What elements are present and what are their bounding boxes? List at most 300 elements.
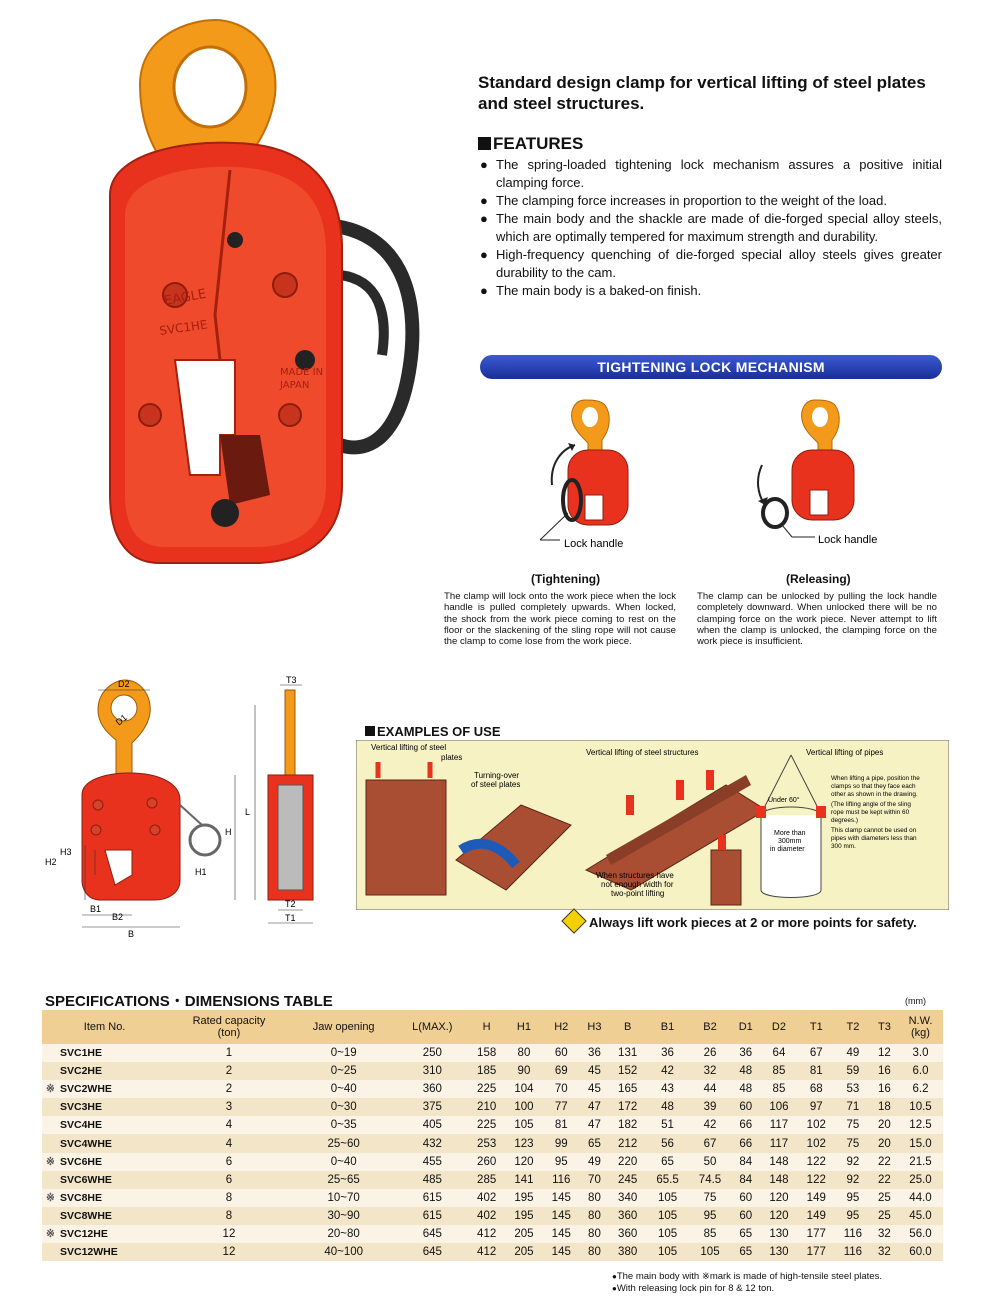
table-cell: 60.0 xyxy=(898,1243,943,1261)
table-cell: 92 xyxy=(835,1171,871,1189)
table-header-cell: Item No. xyxy=(42,1010,167,1044)
table-cell: 48 xyxy=(646,1098,688,1116)
table-cell: 145 xyxy=(543,1207,580,1225)
table-cell: 12 xyxy=(167,1243,291,1261)
table-cell: 8 xyxy=(167,1207,291,1225)
table-cell: 30~90 xyxy=(291,1207,397,1225)
table-cell: 117 xyxy=(760,1134,797,1152)
table-cell: 36 xyxy=(580,1044,609,1062)
features-heading xyxy=(478,134,583,154)
example-label-structures: Vertical lifting of steel structures xyxy=(586,748,699,757)
examples-heading xyxy=(365,724,501,739)
example-label-under60: Under 60° xyxy=(768,797,800,804)
table-cell: 75 xyxy=(835,1116,871,1134)
table-cell: 12 xyxy=(871,1044,898,1062)
table-row xyxy=(42,1044,943,1062)
table-cell: 182 xyxy=(609,1116,646,1134)
table-cell: 4 xyxy=(167,1134,291,1152)
table-cell: 25~60 xyxy=(291,1134,397,1152)
table-cell: 212 xyxy=(609,1134,646,1152)
table-cell: 102 xyxy=(798,1134,835,1152)
table-cell: 22 xyxy=(871,1171,898,1189)
table-cell: 95 xyxy=(543,1153,580,1171)
table-cell: 4 xyxy=(167,1116,291,1134)
table-cell: 77 xyxy=(543,1098,580,1116)
table-cell: 225 xyxy=(468,1116,505,1134)
table-cell: 360 xyxy=(609,1207,646,1225)
square-bullet-icon xyxy=(478,137,491,150)
item-number-cell: SVC1HE xyxy=(42,1044,167,1062)
table-cell: 0~19 xyxy=(291,1044,397,1062)
example-label-not-enough-1: When structures have xyxy=(596,871,674,880)
features-title-text: FEATURES xyxy=(493,134,584,153)
examples-panel xyxy=(356,740,949,910)
table-cell: 195 xyxy=(505,1207,542,1225)
table-cell: 85 xyxy=(760,1062,797,1080)
table-cell: 360 xyxy=(397,1080,468,1098)
table-cell: 116 xyxy=(835,1225,871,1243)
table-header-cell: B xyxy=(609,1010,646,1044)
table-cell: 116 xyxy=(543,1171,580,1189)
table-cell: 260 xyxy=(468,1153,505,1171)
table-header-cell: H1 xyxy=(505,1010,542,1044)
table-header-cell: T1 xyxy=(798,1010,835,1044)
table-cell: 360 xyxy=(609,1225,646,1243)
example-label-turning-2: of steel plates xyxy=(471,780,521,789)
table-cell: 84 xyxy=(731,1171,760,1189)
table-cell: 106 xyxy=(760,1098,797,1116)
table-cell: 116 xyxy=(835,1243,871,1261)
table-cell: 45 xyxy=(580,1080,609,1098)
example-label-pipes: Vertical lifting of pipes xyxy=(806,748,884,757)
pipe-note-line: rope must be kept within 60 xyxy=(831,809,910,816)
table-header-cell: L(MAX.) xyxy=(397,1010,468,1044)
pipe-note-line: other as shown in the drawing. xyxy=(831,791,918,798)
spec-table xyxy=(42,1010,943,1261)
table-cell: 402 xyxy=(468,1189,505,1207)
table-cell: 412 xyxy=(468,1225,505,1243)
high-tensile-mark: ※ xyxy=(46,1191,55,1204)
table-row xyxy=(42,1171,943,1189)
table-header-cell: H xyxy=(468,1010,505,1044)
table-cell: 81 xyxy=(798,1062,835,1080)
table-cell: 53 xyxy=(835,1080,871,1098)
table-cell: 10~70 xyxy=(291,1189,397,1207)
table-header-cell: T3 xyxy=(871,1010,898,1044)
table-cell: 158 xyxy=(468,1044,505,1062)
table-notes xyxy=(612,1271,882,1295)
example-label-more300-1: More than xyxy=(774,830,806,837)
table-cell: 32 xyxy=(871,1243,898,1261)
item-number-cell: SVC4HE xyxy=(42,1116,167,1134)
table-cell: 44.0 xyxy=(898,1189,943,1207)
pipe-note-line: 300 mm. xyxy=(831,843,856,850)
dim-label-T2: T2 xyxy=(285,899,296,909)
tightening-description: The clamp will lock onto the work piece when the lock handle is pulled completely upwards. When locked, the shock from the work piece coming to rest on the floor or the slackening of the sling rope will not cause the clamp to come lose from the work piece. xyxy=(444,591,676,648)
item-number-cell: SVC2HE xyxy=(42,1062,167,1080)
table-cell: 48 xyxy=(731,1062,760,1080)
table-cell: 148 xyxy=(760,1153,797,1171)
table-cell: 56 xyxy=(646,1134,688,1152)
table-cell: 205 xyxy=(505,1243,542,1261)
table-cell: 80 xyxy=(580,1225,609,1243)
table-cell: 25 xyxy=(871,1207,898,1225)
table-cell: 90 xyxy=(505,1062,542,1080)
table-row xyxy=(42,1243,943,1261)
table-cell: 165 xyxy=(609,1080,646,1098)
table-cell: 130 xyxy=(760,1225,797,1243)
dim-label-D2: D2 xyxy=(118,679,130,689)
table-cell: 45.0 xyxy=(898,1207,943,1225)
table-cell: 455 xyxy=(397,1153,468,1171)
table-cell: 225 xyxy=(468,1080,505,1098)
releasing-caption: (Releasing) xyxy=(786,572,851,586)
item-number-cell: SVC12WHE xyxy=(42,1243,167,1261)
table-header-cell: H2 xyxy=(543,1010,580,1044)
table-header-cell: D2 xyxy=(760,1010,797,1044)
table-cell: 85 xyxy=(689,1225,731,1243)
table-cell: 1 xyxy=(167,1044,291,1062)
table-cell: 65 xyxy=(731,1243,760,1261)
table-cell: 105 xyxy=(646,1207,688,1225)
warning-icon xyxy=(561,908,586,933)
example-label-not-enough-3: two-point lifting xyxy=(611,889,665,898)
table-cell: 51 xyxy=(646,1116,688,1134)
table-cell: 56.0 xyxy=(898,1225,943,1243)
dim-label-B1: B1 xyxy=(90,904,102,914)
table-cell: 42 xyxy=(646,1062,688,1080)
table-cell: 402 xyxy=(468,1207,505,1225)
table-cell: 205 xyxy=(505,1225,542,1243)
table-cell: 25.0 xyxy=(898,1171,943,1189)
table-cell: 177 xyxy=(798,1243,835,1261)
table-cell: 32 xyxy=(689,1062,731,1080)
pipe-note-line: This clamp cannot be used on xyxy=(831,827,917,834)
table-row xyxy=(42,1062,943,1080)
table-cell: 32 xyxy=(871,1225,898,1243)
table-cell: 71 xyxy=(835,1098,871,1116)
lock-handle-label-right: Lock handle xyxy=(818,534,878,546)
table-cell: 60 xyxy=(543,1044,580,1062)
dim-label-B2: B2 xyxy=(112,912,124,922)
table-cell: 95 xyxy=(835,1189,871,1207)
table-cell: 122 xyxy=(798,1153,835,1171)
dim-label-H: H xyxy=(225,827,232,837)
item-number-cell: ※ SVC6HE xyxy=(42,1153,167,1171)
table-cell: 245 xyxy=(609,1171,646,1189)
headline: Standard design clamp for vertical lifting of steel plates and steel structures. xyxy=(478,73,926,113)
features-list xyxy=(480,156,942,300)
example-label-turning-1: Turning-over xyxy=(474,771,520,780)
pipe-note-line: pipes with diameters less than xyxy=(831,835,917,842)
dim-label-H3: H3 xyxy=(60,847,72,857)
example-label-plates-2: plates xyxy=(441,753,463,762)
table-cell: 250 xyxy=(397,1044,468,1062)
pipe-note-line: clamps so that they face each xyxy=(831,783,916,790)
table-header-row xyxy=(42,1010,943,1044)
lock-mechanism-diagrams xyxy=(530,395,950,560)
table-cell: 102 xyxy=(798,1116,835,1134)
table-cell: 48 xyxy=(731,1080,760,1098)
table-cell: 148 xyxy=(760,1171,797,1189)
table-cell: 85 xyxy=(760,1080,797,1098)
table-cell: 253 xyxy=(468,1134,505,1152)
table-row xyxy=(42,1225,943,1243)
spec-table-unit: (mm) xyxy=(905,996,926,1006)
table-cell: 36 xyxy=(731,1044,760,1062)
table-cell: 340 xyxy=(609,1189,646,1207)
table-cell: 12 xyxy=(167,1225,291,1243)
tightening-clamp-illustration xyxy=(540,400,628,540)
clamp-brand-mark: EAGLE xyxy=(163,286,208,309)
dim-label-D1: D1 xyxy=(113,712,129,728)
table-cell: 120 xyxy=(760,1189,797,1207)
table-cell: 60 xyxy=(731,1098,760,1116)
table-cell: 185 xyxy=(468,1062,505,1080)
high-tensile-mark: ※ xyxy=(46,1227,55,1240)
table-cell: 104 xyxy=(505,1080,542,1098)
item-number-cell: SVC4WHE xyxy=(42,1134,167,1152)
table-cell: 2 xyxy=(167,1062,291,1080)
example-label-more300-3: in diameter xyxy=(770,846,805,853)
table-cell: 177 xyxy=(798,1225,835,1243)
table-row xyxy=(42,1207,943,1225)
table-cell: 80 xyxy=(580,1207,609,1225)
table-cell: 105 xyxy=(646,1243,688,1261)
table-cell: 6 xyxy=(167,1171,291,1189)
clamp-origin-mark-1: MADE IN xyxy=(280,367,324,378)
releasing-description: The clamp can be unlocked by pulling the lock handle completely downward. When unlocked there will be no clamping force on the work piece. Never attempt to lift when the clamp is unlocked, the clamping force on the work piece is insufficient. xyxy=(697,591,937,648)
table-cell: 123 xyxy=(505,1134,542,1152)
table-cell: 149 xyxy=(798,1207,835,1225)
table-header-cell: N.W. (kg) xyxy=(898,1010,943,1044)
tightening-caption: (Tightening) xyxy=(531,572,601,586)
table-cell: 75 xyxy=(689,1189,731,1207)
table-cell: 6.2 xyxy=(898,1080,943,1098)
table-row xyxy=(42,1116,943,1134)
table-cell: 380 xyxy=(609,1243,646,1261)
table-cell: 69 xyxy=(543,1062,580,1080)
safety-warning-text: Always lift work pieces at 2 or more points for safety. xyxy=(589,915,917,930)
table-cell: 67 xyxy=(798,1044,835,1062)
table-cell: 16 xyxy=(871,1062,898,1080)
dim-label-L: L xyxy=(245,807,251,817)
table-cell: 117 xyxy=(760,1116,797,1134)
table-cell: 152 xyxy=(609,1062,646,1080)
table-row xyxy=(42,1134,943,1152)
table-cell: 60 xyxy=(731,1207,760,1225)
table-cell: 105 xyxy=(505,1116,542,1134)
table-cell: 70 xyxy=(580,1171,609,1189)
table-cell: 6 xyxy=(167,1153,291,1171)
feature-item: ● The clamping force increases in proportion to the weight of the load. xyxy=(480,192,942,210)
releasing-clamp-illustration xyxy=(758,400,854,537)
clamp-model-mark: SVC1HE xyxy=(158,317,209,338)
item-number-cell: SVC6WHE xyxy=(42,1171,167,1189)
table-cell: 68 xyxy=(798,1080,835,1098)
lock-handle-label-left: Lock handle xyxy=(564,538,624,550)
table-cell: 412 xyxy=(468,1243,505,1261)
table-cell: 66 xyxy=(731,1116,760,1134)
table-cell: 0~25 xyxy=(291,1062,397,1080)
item-number-cell: ※ SVC8HE xyxy=(42,1189,167,1207)
table-cell: 432 xyxy=(397,1134,468,1152)
item-number-cell: SVC3HE xyxy=(42,1098,167,1116)
table-cell: 99 xyxy=(543,1134,580,1152)
table-cell: 2 xyxy=(167,1080,291,1098)
table-cell: 49 xyxy=(580,1153,609,1171)
table-cell: 75 xyxy=(835,1134,871,1152)
table-cell: 59 xyxy=(835,1062,871,1080)
safety-warning xyxy=(565,912,917,930)
table-cell: 10.5 xyxy=(898,1098,943,1116)
table-cell: 130 xyxy=(760,1243,797,1261)
pipe-note-line: (The lifting angle of the sling xyxy=(831,801,911,808)
table-cell: 405 xyxy=(397,1116,468,1134)
table-cell: 105 xyxy=(646,1189,688,1207)
table-cell: 45 xyxy=(580,1062,609,1080)
table-cell: 44 xyxy=(689,1080,731,1098)
dim-label-T1: T1 xyxy=(285,913,296,923)
table-cell: 21.5 xyxy=(898,1153,943,1171)
table-cell: 645 xyxy=(397,1243,468,1261)
square-bullet-icon xyxy=(365,726,375,736)
item-number-cell: ※ SVC12HE xyxy=(42,1225,167,1243)
table-cell: 0~40 xyxy=(291,1080,397,1098)
item-number-cell: SVC8WHE xyxy=(42,1207,167,1225)
table-header-cell: B1 xyxy=(646,1010,688,1044)
lock-mechanism-banner: TIGHTENING LOCK MECHANISM xyxy=(480,355,942,379)
table-cell: 80 xyxy=(505,1044,542,1062)
clamp-product-photo xyxy=(70,15,450,575)
table-cell: 40~100 xyxy=(291,1243,397,1261)
feature-item: ● The spring-loaded tightening lock mechanism assures a positive initial clamping force. xyxy=(480,156,942,192)
table-header-cell: B2 xyxy=(689,1010,731,1044)
table-cell: 67 xyxy=(689,1134,731,1152)
table-cell: 20~80 xyxy=(291,1225,397,1243)
examples-title-text: EXAMPLES OF USE xyxy=(377,724,501,739)
dimension-drawing xyxy=(40,675,340,940)
table-cell: 15.0 xyxy=(898,1134,943,1152)
table-cell: 50 xyxy=(689,1153,731,1171)
table-cell: 43 xyxy=(646,1080,688,1098)
table-cell: 141 xyxy=(505,1171,542,1189)
table-header-cell: D1 xyxy=(731,1010,760,1044)
table-cell: 172 xyxy=(609,1098,646,1116)
feature-item: ● The main body and the shackle are made of die-forged special alloy steels, which are optimally tempered for maximum strength and durability. xyxy=(480,210,942,246)
table-cell: 65 xyxy=(731,1225,760,1243)
table-cell: 6.0 xyxy=(898,1062,943,1080)
table-cell: 220 xyxy=(609,1153,646,1171)
table-cell: 64 xyxy=(760,1044,797,1062)
table-header-cell: H3 xyxy=(580,1010,609,1044)
table-header-cell: T2 xyxy=(835,1010,871,1044)
high-tensile-mark: ※ xyxy=(46,1083,55,1096)
table-cell: 3.0 xyxy=(898,1044,943,1062)
table-cell: 16 xyxy=(871,1080,898,1098)
example-label-more300-2: 300mm xyxy=(778,838,802,845)
table-cell: 145 xyxy=(543,1225,580,1243)
table-row xyxy=(42,1153,943,1171)
table-cell: 105 xyxy=(646,1225,688,1243)
table-cell: 47 xyxy=(580,1116,609,1134)
table-cell: 310 xyxy=(397,1062,468,1080)
table-row xyxy=(42,1080,943,1098)
table-cell: 0~35 xyxy=(291,1116,397,1134)
table-cell: 375 xyxy=(397,1098,468,1116)
item-number-cell: ※ SVC2WHE xyxy=(42,1080,167,1098)
table-cell: 22 xyxy=(871,1153,898,1171)
table-cell: 65 xyxy=(580,1134,609,1152)
table-cell: 60 xyxy=(731,1189,760,1207)
table-row xyxy=(42,1098,943,1116)
pipe-note-line: degrees.) xyxy=(831,817,858,824)
table-cell: 92 xyxy=(835,1153,871,1171)
spec-table-title: SPECIFICATIONS・DIMENSIONS TABLE xyxy=(45,993,333,1010)
table-cell: 20 xyxy=(871,1134,898,1152)
table-cell: 84 xyxy=(731,1153,760,1171)
dim-label-H2: H2 xyxy=(45,857,57,867)
table-cell: 0~40 xyxy=(291,1153,397,1171)
table-cell: 36 xyxy=(646,1044,688,1062)
table-cell: 145 xyxy=(543,1243,580,1261)
table-header-cell: Jaw opening xyxy=(291,1010,397,1044)
table-cell: 615 xyxy=(397,1207,468,1225)
dim-label-B: B xyxy=(128,929,135,939)
table-cell: 645 xyxy=(397,1225,468,1243)
example-label-plates-1: Vertical lifting of steel xyxy=(371,743,447,752)
table-cell: 80 xyxy=(580,1189,609,1207)
dim-label-H1: H1 xyxy=(195,867,207,877)
table-note: ● The main body with ※mark is made of high-tensile steel plates. xyxy=(612,1271,882,1283)
table-cell: 66 xyxy=(731,1134,760,1152)
pipe-note-line: When lifting a pipe, position the xyxy=(831,775,920,782)
table-cell: 25~65 xyxy=(291,1171,397,1189)
table-cell: 195 xyxy=(505,1189,542,1207)
table-cell: 65 xyxy=(646,1153,688,1171)
feature-item: ● High-frequency quenching of die-forged special alloy steels gives greater durability to the cam. xyxy=(480,246,942,282)
table-cell: 81 xyxy=(543,1116,580,1134)
table-cell: 145 xyxy=(543,1189,580,1207)
high-tensile-mark: ※ xyxy=(46,1155,55,1168)
table-cell: 120 xyxy=(760,1207,797,1225)
table-cell: 97 xyxy=(798,1098,835,1116)
table-cell: 485 xyxy=(397,1171,468,1189)
table-cell: 615 xyxy=(397,1189,468,1207)
table-cell: 74.5 xyxy=(689,1171,731,1189)
table-cell: 65.5 xyxy=(646,1171,688,1189)
table-cell: 149 xyxy=(798,1189,835,1207)
table-cell: 39 xyxy=(689,1098,731,1116)
table-cell: 0~30 xyxy=(291,1098,397,1116)
example-label-not-enough-2: not enough width for xyxy=(601,880,674,889)
table-cell: 95 xyxy=(689,1207,731,1225)
dim-label-T3: T3 xyxy=(286,675,297,685)
table-cell: 131 xyxy=(609,1044,646,1062)
table-row xyxy=(42,1189,943,1207)
table-cell: 120 xyxy=(505,1153,542,1171)
table-header-cell: Rated capacity (ton) xyxy=(167,1010,291,1044)
table-cell: 8 xyxy=(167,1189,291,1207)
table-cell: 3 xyxy=(167,1098,291,1116)
table-cell: 95 xyxy=(835,1207,871,1225)
table-cell: 25 xyxy=(871,1189,898,1207)
table-note: ● With releasing lock pin for 8 & 12 ton. xyxy=(612,1283,882,1295)
table-cell: 80 xyxy=(580,1243,609,1261)
feature-item: ● The main body is a baked-on finish. xyxy=(480,282,942,300)
table-cell: 70 xyxy=(543,1080,580,1098)
table-cell: 105 xyxy=(689,1243,731,1261)
